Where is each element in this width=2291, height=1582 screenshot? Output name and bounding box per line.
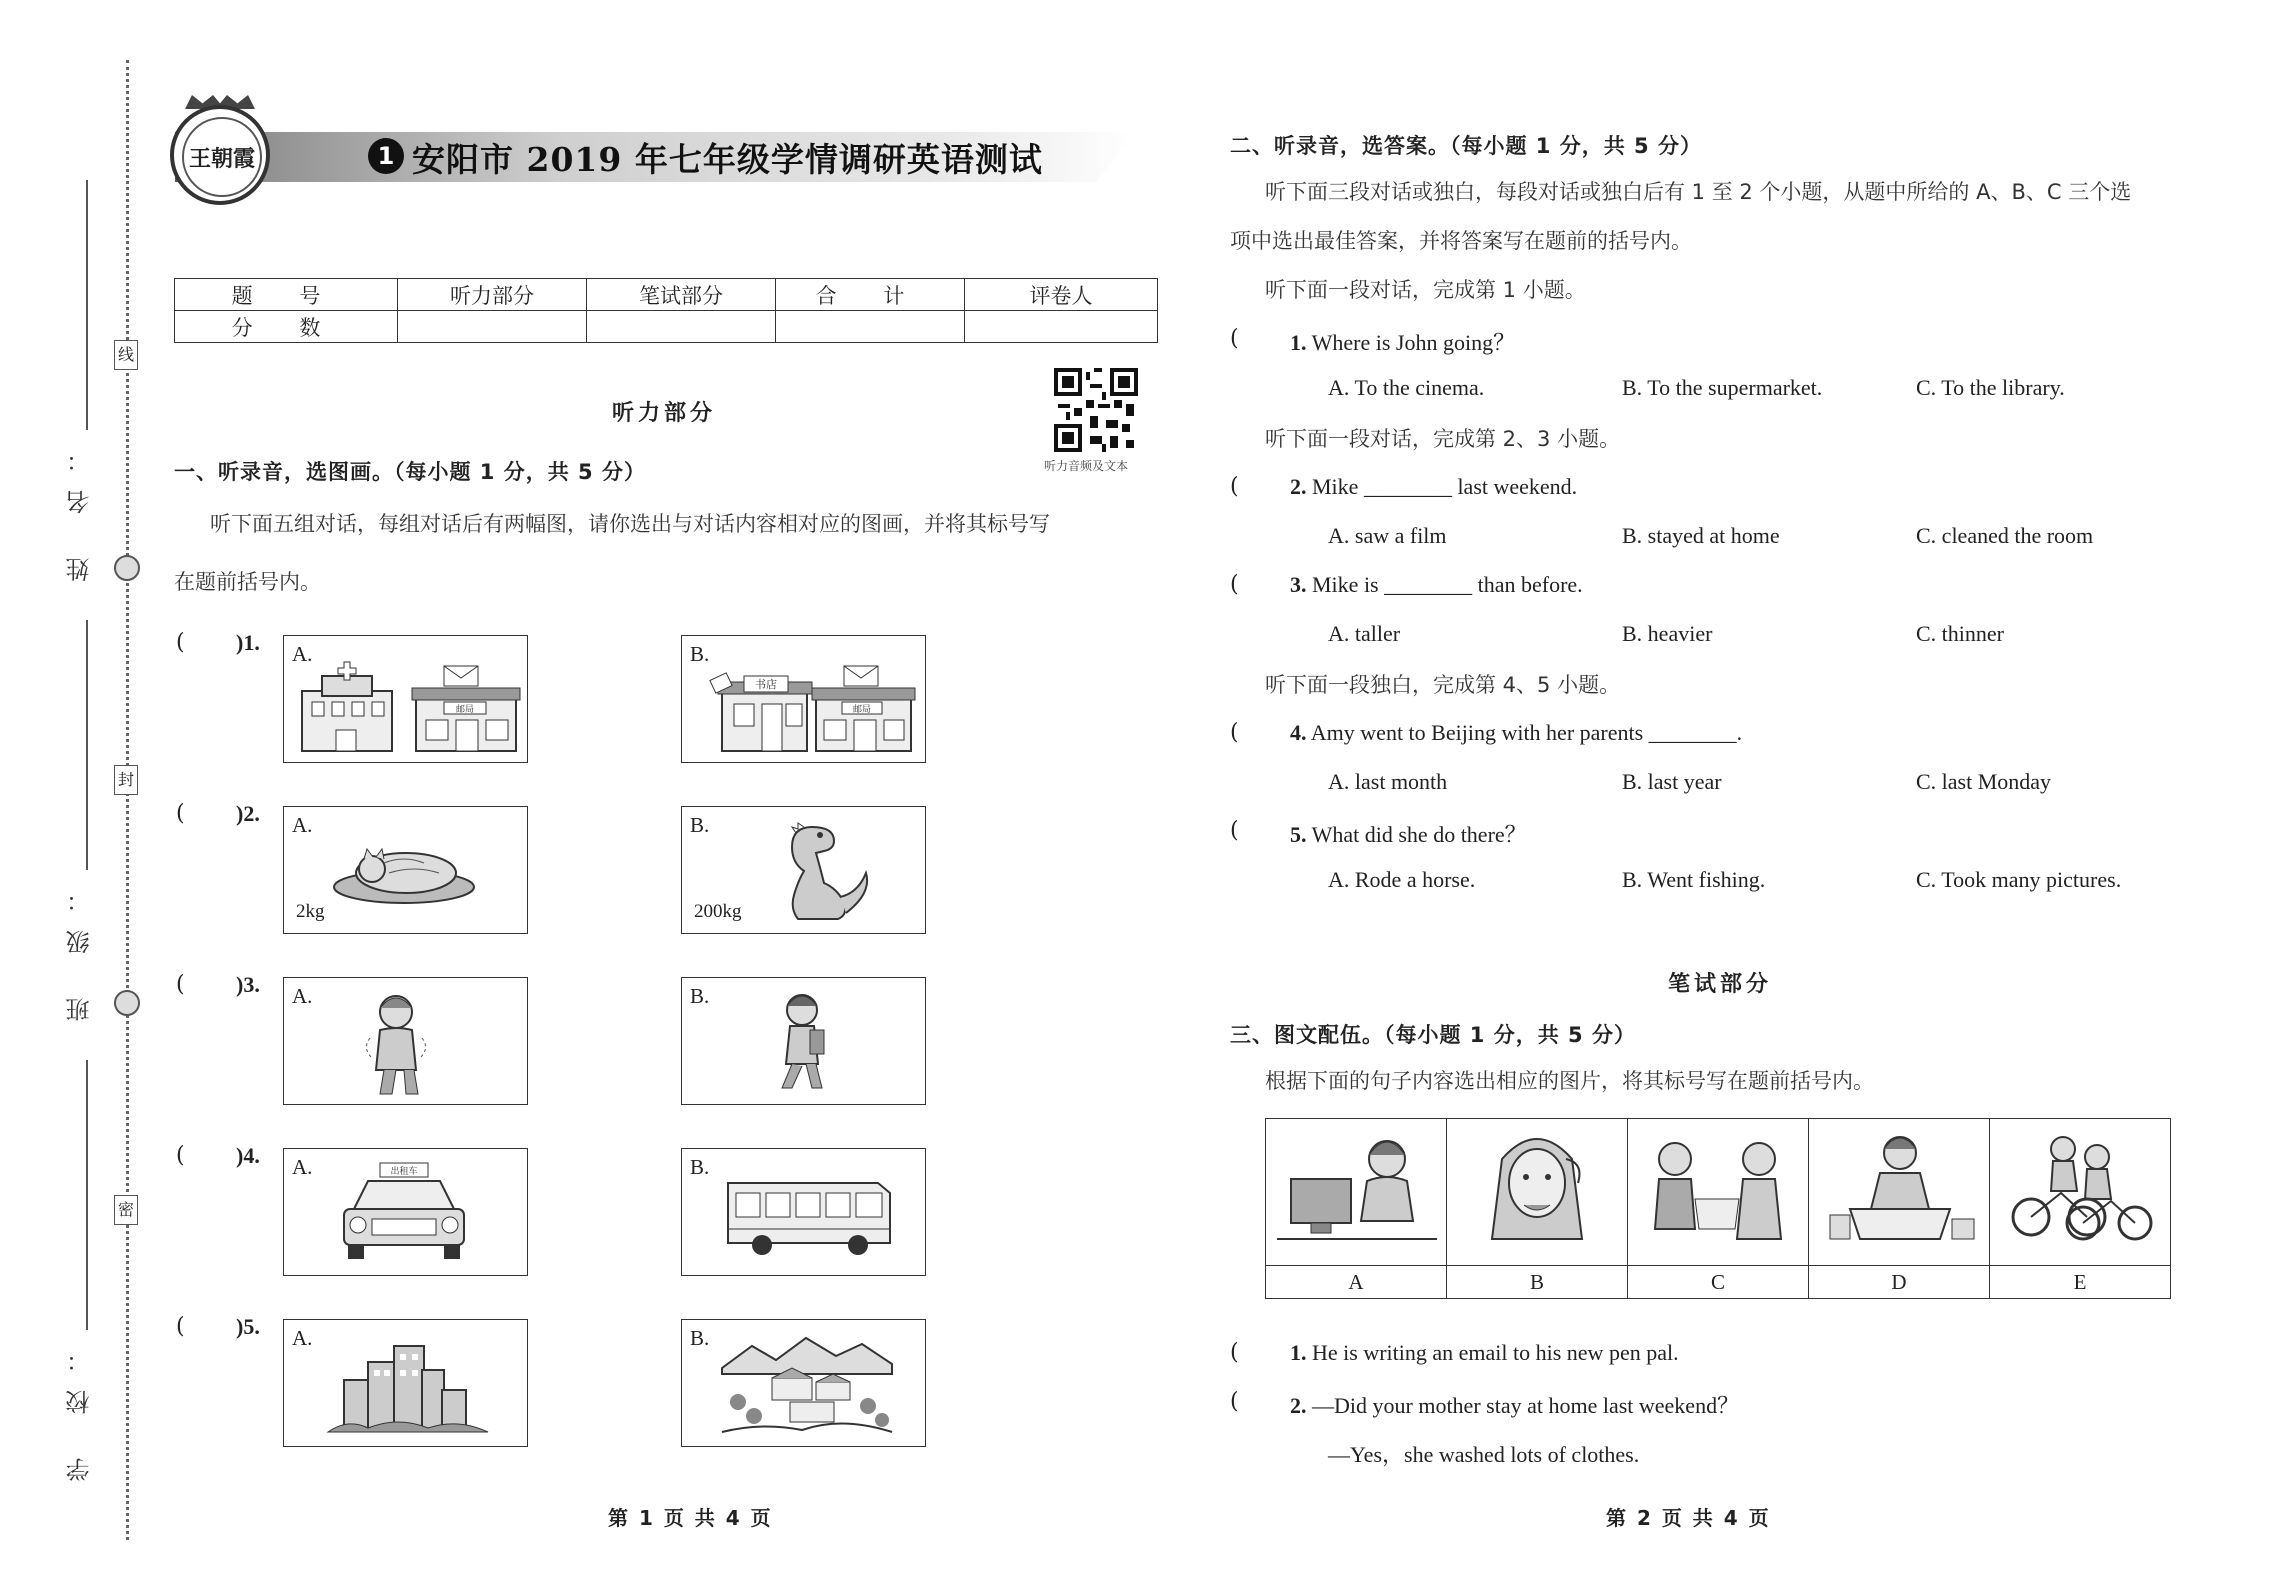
picture-option-b[interactable] bbox=[681, 1319, 926, 1447]
page-number-left: 第 1 页 共 4 页 bbox=[608, 1506, 773, 1530]
question: 1. He is writing an email to his new pen pal. bbox=[1290, 1340, 1679, 1365]
binding-hole-icon bbox=[114, 990, 140, 1016]
section1-instruction-cont: 在题前括号内。 bbox=[174, 570, 321, 594]
school-label: 学 校： bbox=[66, 1330, 94, 1482]
match-picture-a[interactable] bbox=[1266, 1119, 1447, 1266]
section2-sub3: 听下面一段独白，完成第 4、5 小题。 bbox=[1265, 673, 1621, 697]
item-number: )5. bbox=[236, 1314, 260, 1339]
answer-paren[interactable]: ( bbox=[176, 972, 185, 997]
city-buildings-icon bbox=[284, 1320, 529, 1448]
bookstore-and-post-office-icon bbox=[682, 636, 927, 764]
question: 3. Mike is ________ than before. bbox=[1290, 572, 1583, 597]
bus-icon bbox=[682, 1149, 927, 1277]
answer-paren[interactable]: ( bbox=[1230, 572, 1239, 597]
picture-match-table bbox=[1265, 1118, 2171, 1299]
section1-title: 一、听录音，选图画。（每小题 1 分，共 5 分） bbox=[174, 460, 646, 484]
score-header: 题 号 bbox=[175, 279, 398, 311]
bookstore-sign: 书店 bbox=[755, 678, 777, 691]
cut-mark-line: 线 bbox=[114, 340, 138, 370]
option-label: B. bbox=[690, 984, 710, 1008]
answer-paren[interactable]: ( bbox=[1230, 326, 1239, 351]
section3-instruction: 根据下面的句子内容选出相应的图片，将其标号写在题前括号内。 bbox=[1265, 1069, 1874, 1093]
score-header: 合 计 bbox=[776, 279, 965, 311]
score-cell[interactable] bbox=[776, 311, 965, 343]
dialogue-reply: —Yes，she washed lots of clothes. bbox=[1328, 1442, 1640, 1467]
item-number: )2. bbox=[236, 801, 260, 826]
option-c[interactable]: C. Took many pictures. bbox=[1916, 867, 2122, 892]
option-a[interactable]: A. last month bbox=[1328, 769, 1448, 794]
picture-option-b[interactable] bbox=[681, 635, 926, 763]
section2-instruction-cont: 项中选出最佳答案，并将答案写在题前的括号内。 bbox=[1230, 229, 1692, 253]
option-b[interactable]: B. last year bbox=[1622, 769, 1722, 794]
publisher-emblem bbox=[170, 105, 270, 205]
picture-option-a[interactable] bbox=[283, 1148, 528, 1276]
score-table bbox=[174, 278, 1158, 343]
taxi-icon bbox=[284, 1149, 529, 1277]
emblem-text: 王朝霞 bbox=[182, 117, 262, 197]
answer-paren[interactable]: ( bbox=[176, 1314, 185, 1339]
picture-option-a[interactable] bbox=[283, 977, 528, 1105]
answer-paren[interactable]: ( bbox=[1230, 818, 1239, 843]
weight-label: 200kg bbox=[694, 901, 742, 922]
answer-paren[interactable]: ( bbox=[1230, 720, 1239, 745]
option-a[interactable]: A. To the cinema. bbox=[1328, 375, 1485, 400]
name-write-line[interactable] bbox=[86, 180, 88, 430]
listening-heading: 听力部分 bbox=[612, 401, 717, 426]
option-label: B. bbox=[690, 813, 710, 837]
section2-sub1: 听下面一段对话，完成第 1 小题。 bbox=[1265, 278, 1586, 302]
answer-paren[interactable]: ( bbox=[176, 630, 185, 655]
option-label: B. bbox=[690, 1326, 710, 1350]
score-header: 评卷人 bbox=[965, 279, 1158, 311]
answer-paren[interactable]: ( bbox=[176, 801, 185, 826]
qr-code-icon[interactable] bbox=[1054, 368, 1138, 452]
taxi-sign: 出租车 bbox=[390, 1167, 418, 1177]
question: 2. Mike ________ last weekend. bbox=[1290, 474, 1578, 499]
question: 1. Where is John going？ bbox=[1290, 330, 1516, 355]
option-b[interactable]: B. Went fishing. bbox=[1622, 867, 1766, 892]
answer-paren[interactable]: ( bbox=[1230, 1389, 1239, 1414]
match-picture-b[interactable] bbox=[1447, 1119, 1628, 1266]
picture-option-a[interactable] bbox=[283, 806, 528, 934]
answer-paren[interactable]: ( bbox=[176, 1143, 185, 1168]
option-c[interactable]: C. last Monday bbox=[1916, 769, 2052, 794]
question: 2. —Did your mother stay at home last weekend？ bbox=[1290, 1393, 1740, 1418]
item-number: )3. bbox=[236, 972, 260, 997]
score-cell[interactable] bbox=[587, 311, 776, 343]
match-letter: B bbox=[1447, 1266, 1628, 1299]
option-label: B. bbox=[690, 1155, 710, 1179]
picture-option-a[interactable] bbox=[283, 1319, 528, 1447]
girl-headache-icon bbox=[1448, 1119, 1626, 1259]
match-picture-d[interactable] bbox=[1809, 1119, 1990, 1266]
class-label: 班 级： bbox=[66, 870, 94, 1022]
option-c[interactable]: C. cleaned the room bbox=[1916, 523, 2094, 548]
option-c[interactable]: C. thinner bbox=[1916, 621, 2004, 646]
school-write-line[interactable] bbox=[86, 1060, 88, 1330]
cut-mark-secret: 密 bbox=[114, 1195, 138, 1225]
title-number: 1 bbox=[368, 138, 404, 174]
question: 5. What did she do there？ bbox=[1290, 822, 1527, 847]
score-cell[interactable] bbox=[965, 311, 1158, 343]
section1-instruction: 听下面五组对话，每组对话后有两幅图，请你选出与对话内容相对应的图画，并将其标号写 bbox=[210, 512, 1050, 536]
picture-option-b[interactable] bbox=[681, 977, 926, 1105]
name-label: 姓 名： bbox=[66, 430, 94, 582]
sick-boy-icon bbox=[284, 978, 529, 1106]
woman-washing-clothes-icon bbox=[1810, 1119, 1988, 1259]
option-c[interactable]: C. To the library. bbox=[1916, 375, 2065, 400]
picture-option-a[interactable] bbox=[283, 635, 528, 763]
section2-instruction: 听下面三段对话或独白，每段对话或独白后有 1 至 2 个小题，从题中所给的 A、B、C 三个选 bbox=[1265, 180, 2132, 204]
page-title: 安阳市 2019 年七年级学情调研英语测试 bbox=[412, 140, 1043, 179]
binding-hole-icon bbox=[114, 555, 140, 581]
option-a[interactable]: A. saw a film bbox=[1328, 523, 1447, 548]
option-b[interactable]: B. To the supermarket. bbox=[1622, 375, 1823, 400]
match-letter: E bbox=[1990, 1266, 2171, 1299]
score-header: 听力部分 bbox=[398, 279, 587, 311]
option-label: A. bbox=[292, 642, 313, 666]
option-label: A. bbox=[292, 984, 313, 1008]
village-mountains-icon bbox=[682, 1320, 927, 1448]
answer-paren[interactable]: ( bbox=[1230, 1340, 1239, 1365]
score-row-label: 分 数 bbox=[175, 311, 398, 343]
section2-sub2: 听下面一段对话，完成第 2、3 小题。 bbox=[1265, 427, 1621, 451]
hospital-and-post-office-icon bbox=[284, 636, 529, 764]
cut-mark-seal: 封 bbox=[114, 765, 138, 795]
option-a[interactable]: A. taller bbox=[1328, 621, 1401, 646]
option-label: A. bbox=[292, 813, 313, 837]
section3-title: 三、图文配伍。（每小题 1 分，共 5 分） bbox=[1230, 1023, 1636, 1047]
weight-label: 2kg bbox=[296, 901, 325, 922]
match-picture-c[interactable] bbox=[1628, 1119, 1809, 1266]
match-letter: D bbox=[1809, 1266, 1990, 1299]
page-number-right: 第 2 页 共 4 页 bbox=[1606, 1506, 1771, 1530]
children-riding-bikes-icon bbox=[1991, 1119, 2169, 1259]
class-write-line[interactable] bbox=[86, 620, 88, 870]
score-header: 笔试部分 bbox=[587, 279, 776, 311]
shopping-counter-icon bbox=[1629, 1119, 1807, 1259]
item-number: )1. bbox=[236, 630, 260, 655]
picture-option-b[interactable] bbox=[681, 806, 926, 934]
answer-paren[interactable]: ( bbox=[1230, 474, 1239, 499]
match-picture-e[interactable] bbox=[1990, 1119, 2171, 1266]
section2-title: 二、听录音，选答案。（每小题 1 分，共 5 分） bbox=[1230, 134, 1702, 158]
post-office-sign: 邮局 bbox=[852, 705, 872, 715]
writing-heading: 笔试部分 bbox=[1668, 972, 1773, 997]
option-b[interactable]: B. stayed at home bbox=[1622, 523, 1780, 548]
option-label: B. bbox=[690, 642, 710, 666]
boy-computer-icon bbox=[1267, 1119, 1445, 1259]
item-number: )4. bbox=[236, 1143, 260, 1168]
binding-dotted-line bbox=[126, 60, 129, 1540]
walking-boy-icon bbox=[682, 978, 927, 1106]
question: 4. Amy went to Beijing with her parents ________. bbox=[1290, 720, 1743, 745]
match-letter: C bbox=[1628, 1266, 1809, 1299]
option-b[interactable]: B. heavier bbox=[1622, 621, 1713, 646]
option-label: A. bbox=[292, 1155, 313, 1179]
score-cell[interactable] bbox=[398, 311, 587, 343]
match-letter: A bbox=[1266, 1266, 1447, 1299]
option-a[interactable]: A. Rode a horse. bbox=[1328, 867, 1476, 892]
qr-caption: 听力音频及文本 bbox=[1044, 459, 1129, 473]
picture-option-b[interactable] bbox=[681, 1148, 926, 1276]
option-label: A. bbox=[292, 1326, 313, 1350]
post-office-sign: 邮局 bbox=[455, 705, 475, 715]
